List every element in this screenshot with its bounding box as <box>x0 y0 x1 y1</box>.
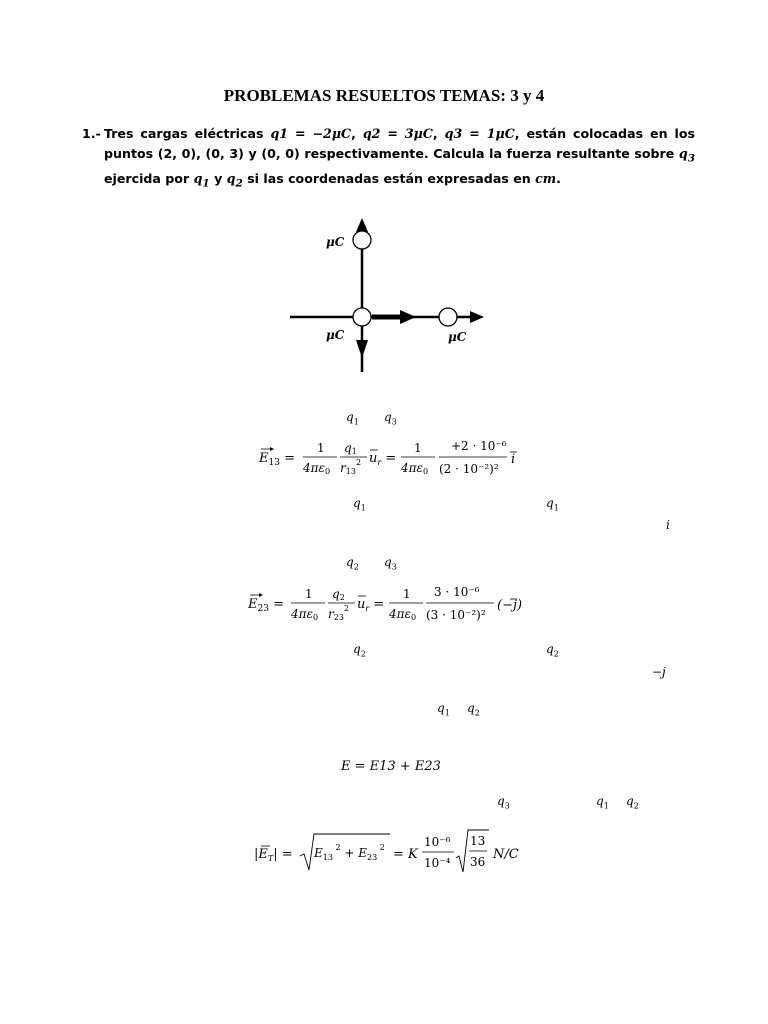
label-origin: μC <box>326 328 345 342</box>
label-q1: $q_1$ <box>596 794 609 811</box>
unit-cm: cm <box>535 170 557 186</box>
equation-magnitude <box>252 826 542 876</box>
symbol-q2: $q_2$ <box>226 170 243 190</box>
charge-q1: q1 = −2μC <box>270 126 352 141</box>
e13-f3-num: 1 <box>414 441 422 455</box>
equation-sum: E = E13 + E23 <box>341 759 441 774</box>
symbol-q3: $q_3$ <box>678 146 695 165</box>
charge-origin-circle <box>353 308 371 326</box>
problem-text-part: si las coordenadas están expresadas en <box>242 170 536 186</box>
label-q1: $q_1$ <box>346 410 359 427</box>
magnitude-f-den: 10⁻⁴ <box>424 856 451 870</box>
magnitude-root-num: 13 <box>470 834 486 848</box>
e23-lhs: $E_{23}$ = <box>248 597 284 614</box>
label-q3: $q_3$ <box>497 794 510 811</box>
e13-f2-den: $r13^2$ <box>340 458 362 476</box>
symbol-q1: $q_1$ <box>193 170 210 190</box>
e23-f4-den: (3 · 10⁻²)² <box>426 608 486 622</box>
page-title: PROBLEMAS RESUELTOS TEMAS: 3 y 4 <box>223 86 545 105</box>
label-q1: $q_1$ <box>353 496 366 513</box>
charge-q2: q2 = 3μC <box>362 126 433 141</box>
magnitude-f-num: 10⁻⁶ <box>424 835 451 849</box>
e23-f2-den: $r23^2$ <box>328 604 350 622</box>
charge-right-circle <box>439 308 457 326</box>
e13-f1-den: 4πε0 <box>303 461 331 476</box>
problem-number: 1.- <box>82 126 101 141</box>
magnitude-root-den: 36 <box>470 855 486 869</box>
force-arrow-down-head-icon <box>356 340 368 358</box>
e13-f2-num: q1 <box>344 441 357 456</box>
label-q2: $q_2$ <box>467 701 480 718</box>
problem-text-part: Tres cargas eléctricas <box>104 126 271 141</box>
e23-f2-num: q2 <box>332 587 345 602</box>
label-q1: $q_1$ <box>546 496 559 513</box>
magnitude-eq-k: = K <box>393 847 418 862</box>
label-q3: $q_3$ <box>384 410 397 427</box>
e23-f4-num: 3 · 10⁻⁶ <box>434 585 480 599</box>
equation-e23 <box>244 578 544 630</box>
vector-arrow-icon <box>270 447 274 451</box>
e23-f3-num: 1 <box>403 587 411 601</box>
e13-dir: i <box>511 452 516 467</box>
problem-statement <box>82 124 695 193</box>
label-top: μC <box>326 235 345 249</box>
e23-ur: $u_r$ = <box>357 597 385 613</box>
e13-lhs: $E_{13}$ = <box>259 451 295 468</box>
e23-dir: (−j) <box>497 598 523 613</box>
label-q3: $q_3$ <box>384 555 397 572</box>
problem-text-part: , están colocadas en los puntos (2, 0), (0, 3) y (0, 0) respectivamente. Calcula la fuerza resultante sobre <box>104 126 695 161</box>
problem-text-part: ejercida por <box>104 170 194 186</box>
e13-ur: $u_r$ = <box>369 451 397 467</box>
e23-f3-den: 4πε0 <box>389 607 417 622</box>
force-arrow-right-head-icon <box>400 310 416 324</box>
e13-f1-num: 1 <box>317 441 325 455</box>
charge-q3: q3 = 1μC <box>444 126 515 141</box>
e23-f1-den: 4πε0 <box>291 607 319 622</box>
e13-f3-den: 4πε0 <box>401 461 429 476</box>
magnitude-unit: N/C <box>493 847 519 862</box>
label-q2: $q_2$ <box>546 642 559 659</box>
magnitude-lhs: $|E_T|$ = <box>254 847 293 863</box>
problem-text: Tres cargas eléctricas q1 = −2μC, q2 = 3μC, q3 = 1μC, están colocadas en los puntos (2, 0), (0, 3) y (0, 0) respectivamente. Calcula la fuerza resultante sobre $q_3$ ejercida por $q_1$ y $q_2$ si las coordenadas están expresadas en cm. <box>104 126 695 190</box>
label-q2: $q_2$ <box>626 794 639 811</box>
problem-text-part: . <box>556 170 561 186</box>
e13-f4-den: (2 · 10⁻²)² <box>439 462 499 476</box>
x-axis-arrow-icon <box>470 311 484 323</box>
label-q2: $q_2$ <box>346 555 359 572</box>
label-i: i <box>666 518 670 532</box>
e23-f1-num: 1 <box>305 587 313 601</box>
label-q1: $q_1$ <box>437 701 450 718</box>
e13-f4-num: +2 · 10⁻⁶ <box>451 439 507 453</box>
label-minus-j: −j <box>652 665 666 679</box>
y-axis-arrow-icon <box>356 218 368 232</box>
charges-diagram <box>280 212 500 382</box>
magnitude-radicand: $E_{13}$ $^2 + E_{23}$ $^2$ <box>314 843 385 862</box>
charge-top-circle <box>353 231 371 249</box>
vector-arrow-icon <box>259 593 263 597</box>
problem-text-part: y <box>209 170 227 186</box>
equation-e13 <box>255 432 545 484</box>
label-q2: $q_2$ <box>353 642 366 659</box>
label-right: μC <box>448 330 467 344</box>
